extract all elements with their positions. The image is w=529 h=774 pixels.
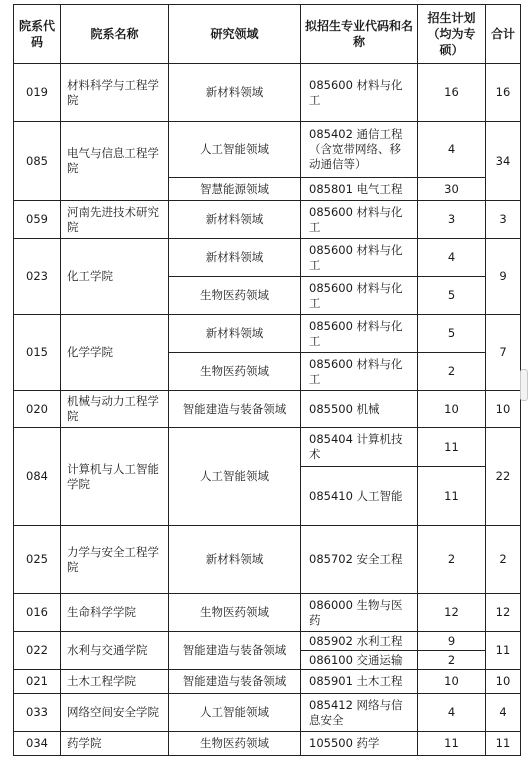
dept-name: 材料科学与工程学院 xyxy=(61,64,169,122)
total-count: 10 xyxy=(486,670,521,694)
major-code-name: 085500 机械 xyxy=(301,391,418,428)
major-code-name: 085600 材料与化工 xyxy=(301,201,418,239)
dept-code: 025 xyxy=(14,526,61,594)
table-row xyxy=(14,670,521,694)
header-major-code-name: 拟招生专业代码和名称 xyxy=(301,5,418,64)
dept-code: 019 xyxy=(14,64,61,122)
research-field: 智慧能源领域 xyxy=(169,178,301,201)
dept-name: 水利与交通学院 xyxy=(61,632,169,670)
table-row xyxy=(14,694,521,732)
plan-count: 4 xyxy=(418,239,486,277)
major-code-name: 085600 材料与化工 xyxy=(301,277,418,315)
major-code-name: 086000 生物与医药 xyxy=(301,594,418,632)
header-research-field: 研究领域 xyxy=(169,5,301,64)
research-field: 生物医药领域 xyxy=(169,353,301,391)
table-row xyxy=(14,632,521,651)
research-field: 新材料领域 xyxy=(169,526,301,594)
major-code-name: 085901 土木工程 xyxy=(301,670,418,694)
major-code-name: 085600 材料与化工 xyxy=(301,64,418,122)
major-code-name: 085801 电气工程 xyxy=(301,178,418,201)
plan-count: 4 xyxy=(418,694,486,732)
plan-count: 9 xyxy=(418,632,486,651)
total-count: 2 xyxy=(486,526,521,594)
dept-code: 023 xyxy=(14,239,61,315)
dept-code: 020 xyxy=(14,391,61,428)
plan-count: 16 xyxy=(418,64,486,122)
research-field: 智能建造与装备领域 xyxy=(169,670,301,694)
plan-count: 11 xyxy=(418,732,486,756)
major-code-name: 085404 计算机技术 xyxy=(301,428,418,467)
plan-count: 30 xyxy=(418,178,486,201)
plan-count: 2 xyxy=(418,526,486,594)
total-count: 12 xyxy=(486,594,521,632)
major-code-name: 085600 材料与化工 xyxy=(301,315,418,353)
plan-count: 10 xyxy=(418,391,486,428)
total-count: 3 xyxy=(486,201,521,239)
plan-count: 3 xyxy=(418,201,486,239)
research-field: 智能建造与装备领域 xyxy=(169,391,301,428)
dept-code: 034 xyxy=(14,732,61,756)
major-code-name: 105500 药学 xyxy=(301,732,418,756)
research-field: 新材料领域 xyxy=(169,315,301,353)
major-code-name: 085600 材料与化工 xyxy=(301,353,418,391)
table-row xyxy=(14,428,521,467)
table-row xyxy=(14,239,521,277)
table-row xyxy=(14,594,521,632)
dept-name: 河南先进技术研究院 xyxy=(61,201,169,239)
dept-code: 016 xyxy=(14,594,61,632)
major-code-name: 085412 网络与信息安全 xyxy=(301,694,418,732)
scroll-handle[interactable] xyxy=(520,369,528,401)
major-code-name: 085600 材料与化工 xyxy=(301,239,418,277)
header-dept-name: 院系名称 xyxy=(61,5,169,64)
dept-code: 084 xyxy=(14,428,61,526)
total-count: 34 xyxy=(486,122,521,201)
research-field: 人工智能领域 xyxy=(169,122,301,178)
plan-count: 5 xyxy=(418,277,486,315)
dept-name: 网络空间安全学院 xyxy=(61,694,169,732)
plan-count: 5 xyxy=(418,315,486,353)
dept-name: 电气与信息工程学院 xyxy=(61,122,169,201)
table-row xyxy=(14,315,521,353)
total-count: 4 xyxy=(486,694,521,732)
table-row xyxy=(14,732,521,756)
dept-name: 力学与安全工程学院 xyxy=(61,526,169,594)
plan-count: 4 xyxy=(418,122,486,178)
plan-count: 2 xyxy=(418,353,486,391)
research-field: 生物医药领域 xyxy=(169,594,301,632)
plan-count: 2 xyxy=(418,651,486,670)
research-field: 生物医药领域 xyxy=(169,277,301,315)
plan-count: 10 xyxy=(418,670,486,694)
table-row xyxy=(14,391,521,428)
dept-code: 085 xyxy=(14,122,61,201)
table-row xyxy=(14,64,521,122)
dept-code: 021 xyxy=(14,670,61,694)
table-row xyxy=(14,122,521,178)
dept-name: 计算机与人工智能学院 xyxy=(61,428,169,526)
header-dept-code: 院系代码 xyxy=(14,5,61,64)
research-field: 智能建造与装备领域 xyxy=(169,632,301,670)
dept-name: 化工学院 xyxy=(61,239,169,315)
dept-name: 生命科学学院 xyxy=(61,594,169,632)
total-count: 22 xyxy=(486,428,521,526)
dept-code: 059 xyxy=(14,201,61,239)
dept-code: 033 xyxy=(14,694,61,732)
major-code-name: 085402 通信工程（含宽带网络、移动通信等） xyxy=(301,122,418,178)
dept-name: 药学院 xyxy=(61,732,169,756)
table-row xyxy=(14,526,521,594)
major-code-name: 085902 水利工程 xyxy=(301,632,418,651)
major-code-name: 086100 交通运输 xyxy=(301,651,418,670)
research-field: 人工智能领域 xyxy=(169,428,301,526)
major-code-name: 085410 人工智能 xyxy=(301,467,418,526)
total-count: 10 xyxy=(486,391,521,428)
dept-code: 022 xyxy=(14,632,61,670)
total-count: 9 xyxy=(486,239,521,315)
table-header-row xyxy=(14,5,521,64)
header-enrollment-plan: 招生计划（均为专硕） xyxy=(418,5,486,64)
research-field: 新材料领域 xyxy=(169,201,301,239)
plan-count: 12 xyxy=(418,594,486,632)
total-count: 11 xyxy=(486,632,521,670)
dept-name: 机械与动力工程学院 xyxy=(61,391,169,428)
header-total: 合计 xyxy=(486,5,521,64)
research-field: 新材料领域 xyxy=(169,239,301,277)
research-field: 生物医药领域 xyxy=(169,732,301,756)
plan-count: 11 xyxy=(418,428,486,467)
total-count: 11 xyxy=(486,732,521,756)
total-count: 7 xyxy=(486,315,521,391)
research-field: 人工智能领域 xyxy=(169,694,301,732)
dept-name: 化学学院 xyxy=(61,315,169,391)
table-row xyxy=(14,201,521,239)
dept-code: 015 xyxy=(14,315,61,391)
major-code-name: 085702 安全工程 xyxy=(301,526,418,594)
dept-name: 土木工程学院 xyxy=(61,670,169,694)
total-count: 16 xyxy=(486,64,521,122)
research-field: 新材料领域 xyxy=(169,64,301,122)
admission-plan-table xyxy=(13,4,521,756)
plan-count: 11 xyxy=(418,467,486,526)
